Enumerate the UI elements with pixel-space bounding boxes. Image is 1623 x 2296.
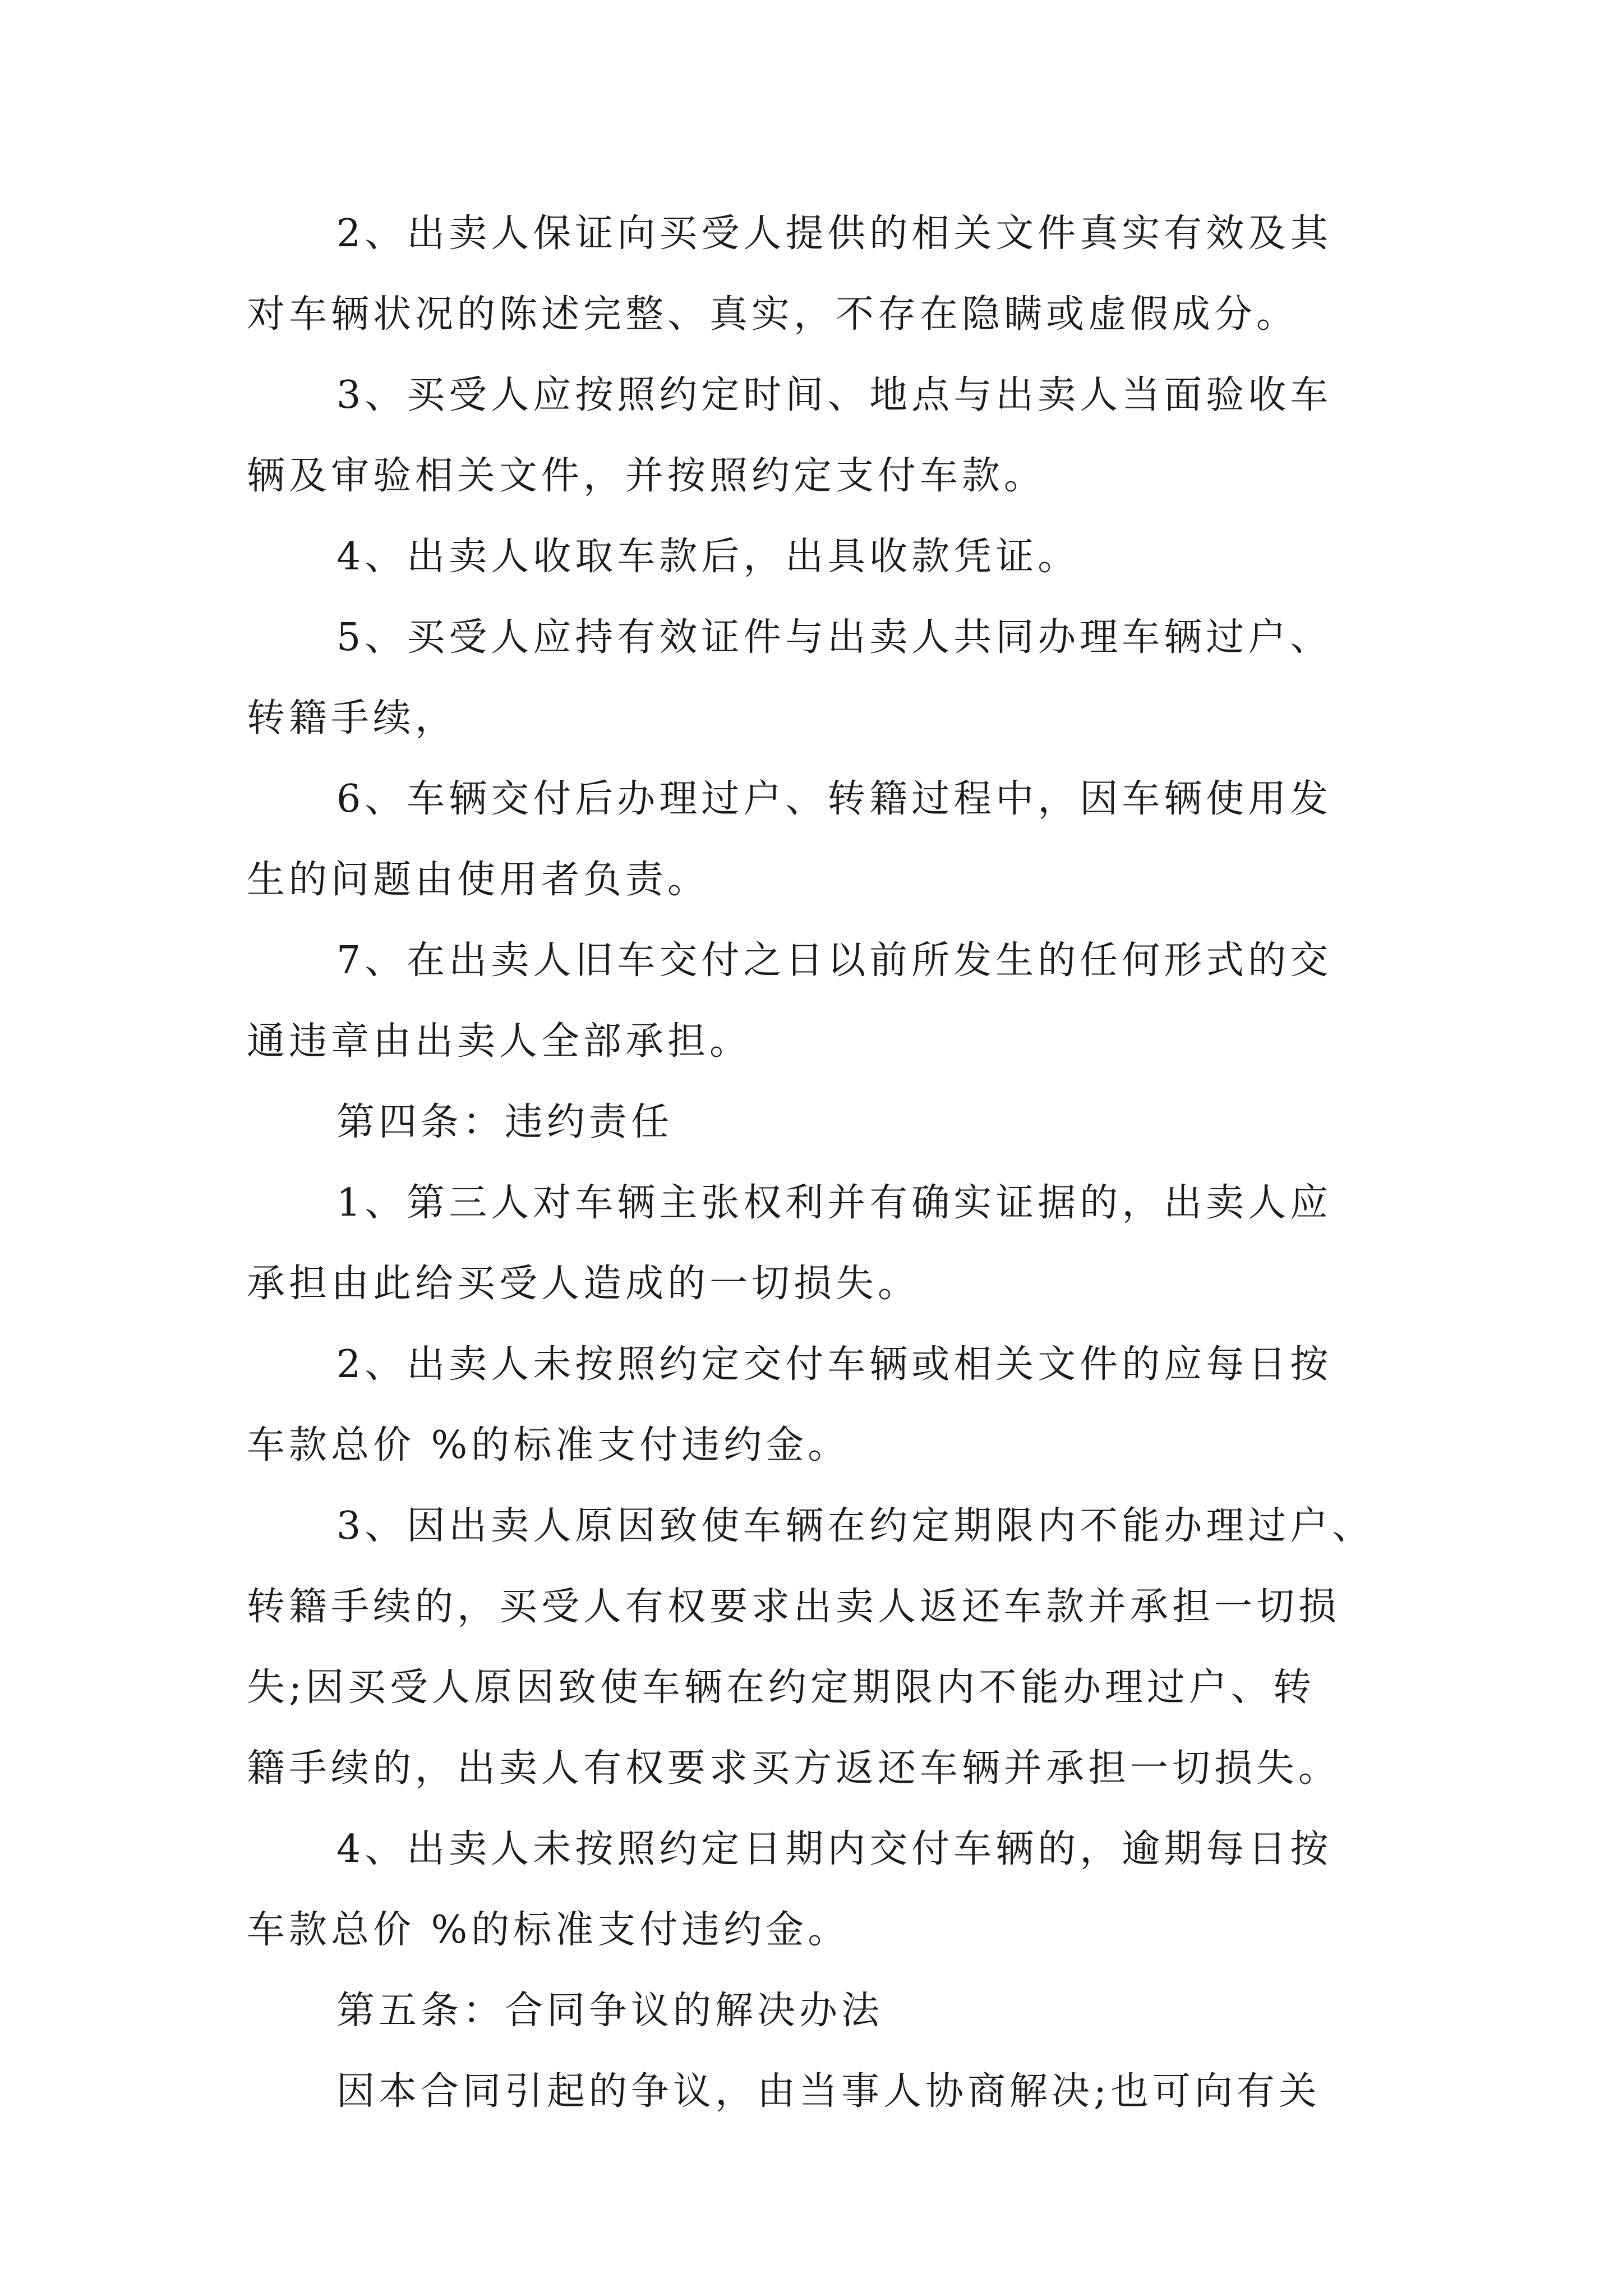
text-line: 4、出卖人收取车款后，出具收款凭证。 — [336, 535, 1080, 579]
text-line: 1、第三人对车辆主张权利并有确实证据的，出卖人应 — [336, 1181, 1332, 1225]
text-line: 生的问题由使用者负责。 — [247, 858, 710, 902]
text-line: 3、买受人应按照约定时间、地点与出卖人当面验收车 — [336, 373, 1332, 417]
text-line: 通违章由出卖人全部承担。 — [247, 1019, 752, 1064]
text-line: 车款总价 %的标准支付违约金。 — [247, 1423, 850, 1467]
text-line: 3、因出卖人原因致使车辆在约定期限内不能办理过户、 — [336, 1504, 1375, 1548]
text-line: 转籍手续， — [247, 696, 458, 740]
text-line: 6、车辆交付后办理过户、转籍过程中，因车辆使用发 — [336, 777, 1332, 821]
text-line: 2、出卖人未按照约定交付车辆或相关文件的应每日按 — [336, 1342, 1332, 1387]
text-line: 7、在出卖人旧车交付之日以前所发生的任何形式的交 — [336, 938, 1332, 983]
text-line: 转籍手续的，买受人有权要求出卖人返还车款并承担一切损 — [247, 1585, 1341, 1629]
text-line: 2、出卖人保证向买受人提供的相关文件真实有效及其 — [336, 211, 1332, 256]
text-line: 对车辆状况的陈述完整、真实，不存在隐瞒或虚假成分。 — [247, 292, 1299, 337]
text-line: 车款总价 %的标准支付违约金。 — [247, 1908, 850, 1952]
section-heading: 第五条：合同争议的解决办法 — [336, 1989, 884, 2033]
text-line: 辆及审验相关文件，并按照约定支付车款。 — [247, 454, 1046, 498]
section-heading: 第四条：违约责任 — [336, 1100, 674, 1144]
text-line: 因本合同引起的争议，由当事人协商解决;也可向有关 — [336, 2069, 1321, 2114]
text-line: 承担由此给买受人造成的一切损失。 — [247, 1262, 920, 1306]
text-line: 4、出卖人未按照约定日期内交付车辆的，逾期每日按 — [336, 1827, 1332, 1871]
text-line: 5、买受人应持有效证件与出卖人共同办理车辆过户、 — [336, 615, 1332, 660]
text-line: 籍手续的，出卖人有权要求买方返还车辆并承担一切损失。 — [247, 1746, 1341, 1791]
text-line: 失;因买受人原因致使车辆在约定期限内不能办理过户、转 — [247, 1665, 1315, 1710]
